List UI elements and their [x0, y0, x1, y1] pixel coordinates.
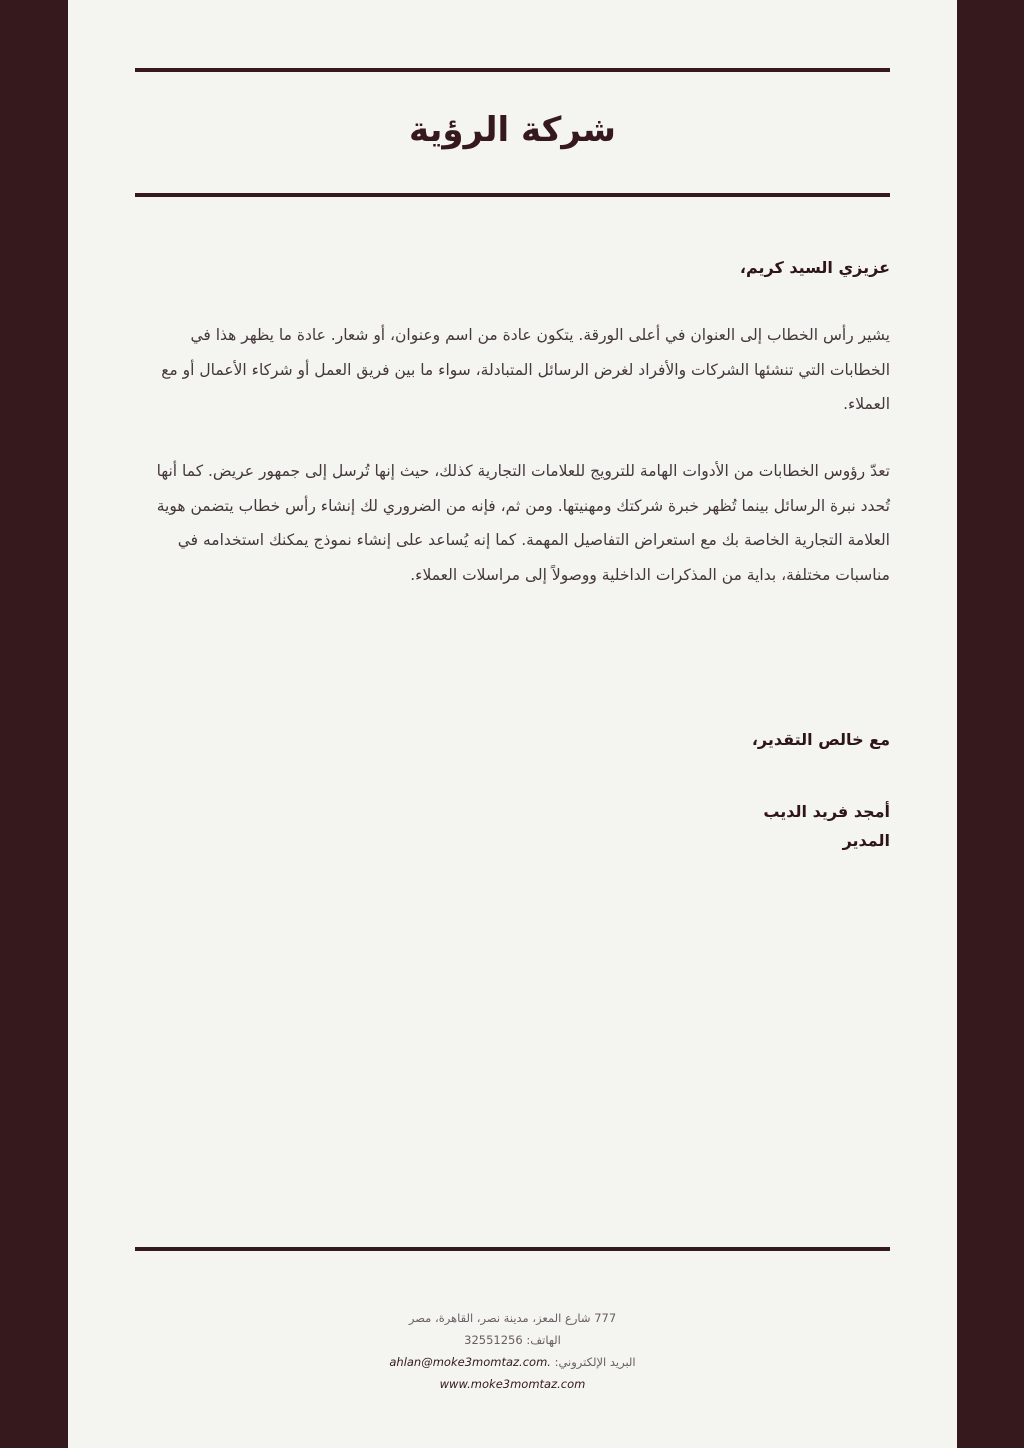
footer-rule [135, 1247, 890, 1251]
header-top-rule [135, 68, 890, 72]
letter-paragraph-1: يشير رأس الخطاب إلى العنوان في أعلى الورقة. يتكون عادة من اسم وعنوان، أو شعار. عادة ما يظهر هذا في الخطابات التي تنشئها الشركات والأفراد لغرض الرسائل المتبادلة، سواء ما بين فريق العمل أو شركاء الأعمال أو مع العملاء. [161, 326, 890, 413]
letter-closing: مع خالص التقدير، [751, 730, 890, 749]
company-name: شركة الرؤية [409, 110, 616, 150]
footer-contact [135, 1307, 890, 1395]
footer-website[interactable]: www.moke3momtaz.com [439, 1377, 586, 1391]
header-bottom-rule [135, 193, 890, 197]
footer-email-label: البريد الإلكتروني: [554, 1355, 636, 1369]
footer-address: 777 شارع المعز، مدينة نصر، القاهرة، مصر [408, 1311, 617, 1325]
signer-title: المدير [842, 831, 890, 850]
letter-paragraph-2: تعدّ رؤوس الخطابات من الأدوات الهامة للترويج للعلامات التجارية كذلك، حيث إنها تُرسل إلى جمهور عريض. كما أنها تُحدد نبرة الرسائل بينما تُظهر خبرة شركتك ومهنيتها. ومن ثم، فإنه من الضروري لك إنشاء رأس خطاب يتضمن هوية العلامة التجارية الخاصة بك مع استعراض التفاصيل المهمة. كما إنه يُساعد على إنشاء نموذج يمكنك استخدامه في مناسبات مختلفة، بداية من المذكرات الداخلية ووصولاً إلى مراسلات العملاء. [156, 462, 890, 584]
footer-phone-label: الهاتف: [526, 1333, 561, 1347]
letter-greeting: عزيزي السيد كريم، [739, 258, 890, 277]
footer-email-value[interactable]: ahlan@moke3momtaz.com. [389, 1355, 551, 1369]
letter-page [68, 0, 957, 1448]
footer-email [135, 1351, 890, 1373]
signer-name: أمجد فريد الديب [763, 802, 890, 821]
footer-phone-value: 32551256 [464, 1333, 523, 1347]
footer-phone [135, 1329, 890, 1351]
